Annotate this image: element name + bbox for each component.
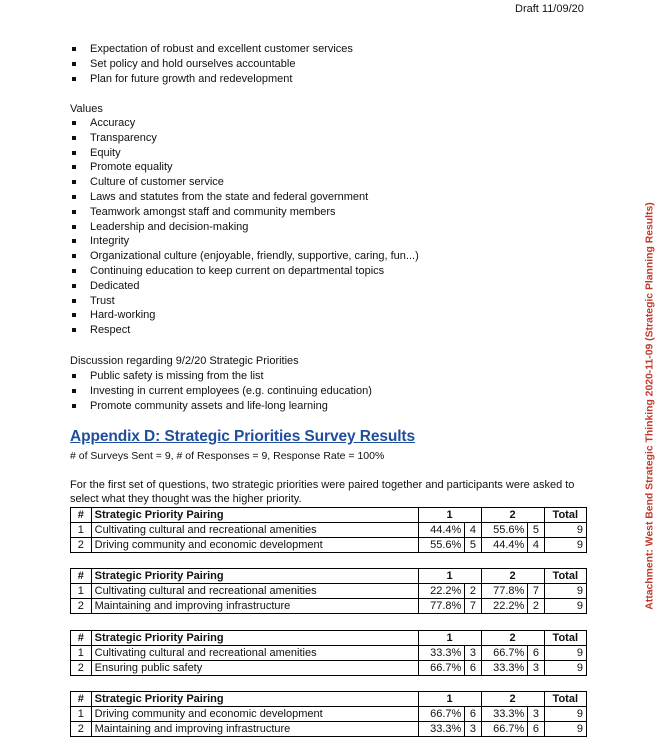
survey-stats: # of Surveys Sent = 9, # of Responses = 9, Response Rate = 100% bbox=[70, 450, 385, 462]
appendix-heading: Appendix D: Strategic Priorities Survey Results bbox=[70, 428, 416, 445]
table-header-row bbox=[71, 631, 587, 646]
count-2: 6 bbox=[528, 722, 544, 737]
list-item: Public safety is missing from the list bbox=[70, 369, 372, 384]
col-num-header: # bbox=[71, 508, 92, 523]
list-item: Culture of customer service bbox=[70, 175, 419, 190]
row-label: Maintaining and improving infrastructure bbox=[91, 599, 418, 614]
pairing-table bbox=[70, 691, 587, 737]
count-1: 6 bbox=[465, 661, 481, 676]
pct-1: 66.7% bbox=[418, 661, 465, 676]
list-item: Laws and statutes from the state and federal government bbox=[70, 190, 419, 205]
row-label: Ensuring public safety bbox=[91, 661, 418, 676]
row-label: Driving community and economic development bbox=[91, 707, 418, 722]
pct-2: 44.4% bbox=[481, 538, 528, 553]
pct-2: 22.2% bbox=[481, 599, 528, 614]
list-item: Leadership and decision-making bbox=[70, 220, 419, 235]
row-label: Driving community and economic development bbox=[91, 538, 418, 553]
table-row bbox=[71, 584, 587, 599]
list-item: Equity bbox=[70, 146, 419, 161]
attachment-sidebar-label: Attachment: West Bend Strategic Thinking 2020-11-09 (Strategic Planning Results) bbox=[644, 202, 656, 610]
table-row bbox=[71, 707, 587, 722]
col-2-header: 2 bbox=[481, 569, 544, 584]
pairing-table bbox=[70, 568, 587, 614]
list-item: Trust bbox=[70, 294, 419, 309]
row-label: Cultivating cultural and recreational amenities bbox=[91, 584, 418, 599]
count-1: 4 bbox=[465, 523, 481, 538]
count-1: 7 bbox=[465, 599, 481, 614]
col-num-header: # bbox=[71, 631, 92, 646]
pct-1: 55.6% bbox=[418, 538, 465, 553]
col-label-header: Strategic Priority Pairing bbox=[91, 569, 418, 584]
col-2-header: 2 bbox=[481, 631, 544, 646]
count-2: 5 bbox=[528, 523, 544, 538]
row-num: 2 bbox=[71, 599, 92, 614]
pct-1: 77.8% bbox=[418, 599, 465, 614]
pct-1: 33.3% bbox=[418, 646, 465, 661]
table-row bbox=[71, 599, 587, 614]
col-label-header: Strategic Priority Pairing bbox=[91, 631, 418, 646]
total: 9 bbox=[544, 707, 586, 722]
table-header-row bbox=[71, 508, 587, 523]
table-row bbox=[71, 523, 587, 538]
col-2-header: 2 bbox=[481, 508, 544, 523]
table-row bbox=[71, 646, 587, 661]
list-item: Transparency bbox=[70, 131, 419, 146]
list-item: Organizational culture (enjoyable, friendly, supportive, caring, fun...) bbox=[70, 249, 419, 264]
list-item: Investing in current employees (e.g. continuing education) bbox=[70, 384, 372, 399]
discussion-title: Discussion regarding 9/2/20 Strategic Priorities bbox=[70, 355, 299, 367]
total: 9 bbox=[544, 722, 586, 737]
pct-2: 33.3% bbox=[481, 661, 528, 676]
count-2: 4 bbox=[528, 538, 544, 553]
list-item: Respect bbox=[70, 323, 419, 338]
table-header-row bbox=[71, 692, 587, 707]
count-1: 3 bbox=[465, 646, 481, 661]
row-num: 2 bbox=[71, 722, 92, 737]
row-label: Maintaining and improving infrastructure bbox=[91, 722, 418, 737]
list-item: Continuing education to keep current on departmental topics bbox=[70, 264, 419, 279]
list-item: Promote community assets and life-long learning bbox=[70, 399, 372, 414]
pct-2: 33.3% bbox=[481, 707, 528, 722]
list-item: Hard-working bbox=[70, 308, 419, 323]
col-2-header: 2 bbox=[481, 692, 544, 707]
pct-2: 55.6% bbox=[481, 523, 528, 538]
count-1: 6 bbox=[465, 707, 481, 722]
col-num-header: # bbox=[71, 569, 92, 584]
col-1-header: 1 bbox=[418, 692, 481, 707]
count-2: 2 bbox=[528, 599, 544, 614]
list-item: Integrity bbox=[70, 234, 419, 249]
pct-2: 77.8% bbox=[481, 584, 528, 599]
total: 9 bbox=[544, 523, 586, 538]
pct-1: 22.2% bbox=[418, 584, 465, 599]
table-row bbox=[71, 722, 587, 737]
draft-date: Draft 11/09/20 bbox=[515, 3, 584, 15]
col-total-header: Total bbox=[544, 692, 586, 707]
col-1-header: 1 bbox=[418, 508, 481, 523]
row-num: 1 bbox=[71, 523, 92, 538]
row-num: 1 bbox=[71, 707, 92, 722]
values-title: Values bbox=[70, 103, 103, 115]
col-1-header: 1 bbox=[418, 631, 481, 646]
row-num: 1 bbox=[71, 646, 92, 661]
total: 9 bbox=[544, 661, 586, 676]
col-label-header: Strategic Priority Pairing bbox=[91, 692, 418, 707]
row-num: 1 bbox=[71, 584, 92, 599]
total: 9 bbox=[544, 538, 586, 553]
pct-1: 66.7% bbox=[418, 707, 465, 722]
pct-1: 44.4% bbox=[418, 523, 465, 538]
row-label: Cultivating cultural and recreational amenities bbox=[91, 646, 418, 661]
pct-2: 66.7% bbox=[481, 646, 528, 661]
pct-1: 33.3% bbox=[418, 722, 465, 737]
col-1-header: 1 bbox=[418, 569, 481, 584]
count-2: 3 bbox=[528, 661, 544, 676]
count-1: 5 bbox=[465, 538, 481, 553]
col-num-header: # bbox=[71, 692, 92, 707]
list-item: Promote equality bbox=[70, 160, 419, 175]
col-total-header: Total bbox=[544, 569, 586, 584]
col-total-header: Total bbox=[544, 631, 586, 646]
survey-intro: For the first set of questions, two strategic priorities were paired together and participants were asked to select what they thought was the higher priority. bbox=[70, 479, 575, 505]
values-list bbox=[70, 116, 419, 338]
count-2: 3 bbox=[528, 707, 544, 722]
total: 9 bbox=[544, 646, 586, 661]
table-header-row bbox=[71, 569, 587, 584]
count-2: 6 bbox=[528, 646, 544, 661]
count-1: 2 bbox=[465, 584, 481, 599]
top-bullet-list bbox=[70, 42, 353, 86]
list-item: Teamwork amongst staff and community members bbox=[70, 205, 419, 220]
pairing-table bbox=[70, 507, 587, 553]
col-label-header: Strategic Priority Pairing bbox=[91, 508, 418, 523]
discussion-list bbox=[70, 369, 372, 413]
count-2: 7 bbox=[528, 584, 544, 599]
count-1: 3 bbox=[465, 722, 481, 737]
list-item: Plan for future growth and redevelopment bbox=[70, 72, 353, 87]
total: 9 bbox=[544, 584, 586, 599]
table-row bbox=[71, 661, 587, 676]
row-num: 2 bbox=[71, 538, 92, 553]
row-label: Cultivating cultural and recreational amenities bbox=[91, 523, 418, 538]
list-item: Expectation of robust and excellent customer services bbox=[70, 42, 353, 57]
row-num: 2 bbox=[71, 661, 92, 676]
table-row bbox=[71, 538, 587, 553]
col-total-header: Total bbox=[544, 508, 586, 523]
list-item: Dedicated bbox=[70, 279, 419, 294]
total: 9 bbox=[544, 599, 586, 614]
list-item: Accuracy bbox=[70, 116, 419, 131]
pairing-table bbox=[70, 630, 587, 676]
pct-2: 66.7% bbox=[481, 722, 528, 737]
list-item: Set policy and hold ourselves accountable bbox=[70, 57, 353, 72]
